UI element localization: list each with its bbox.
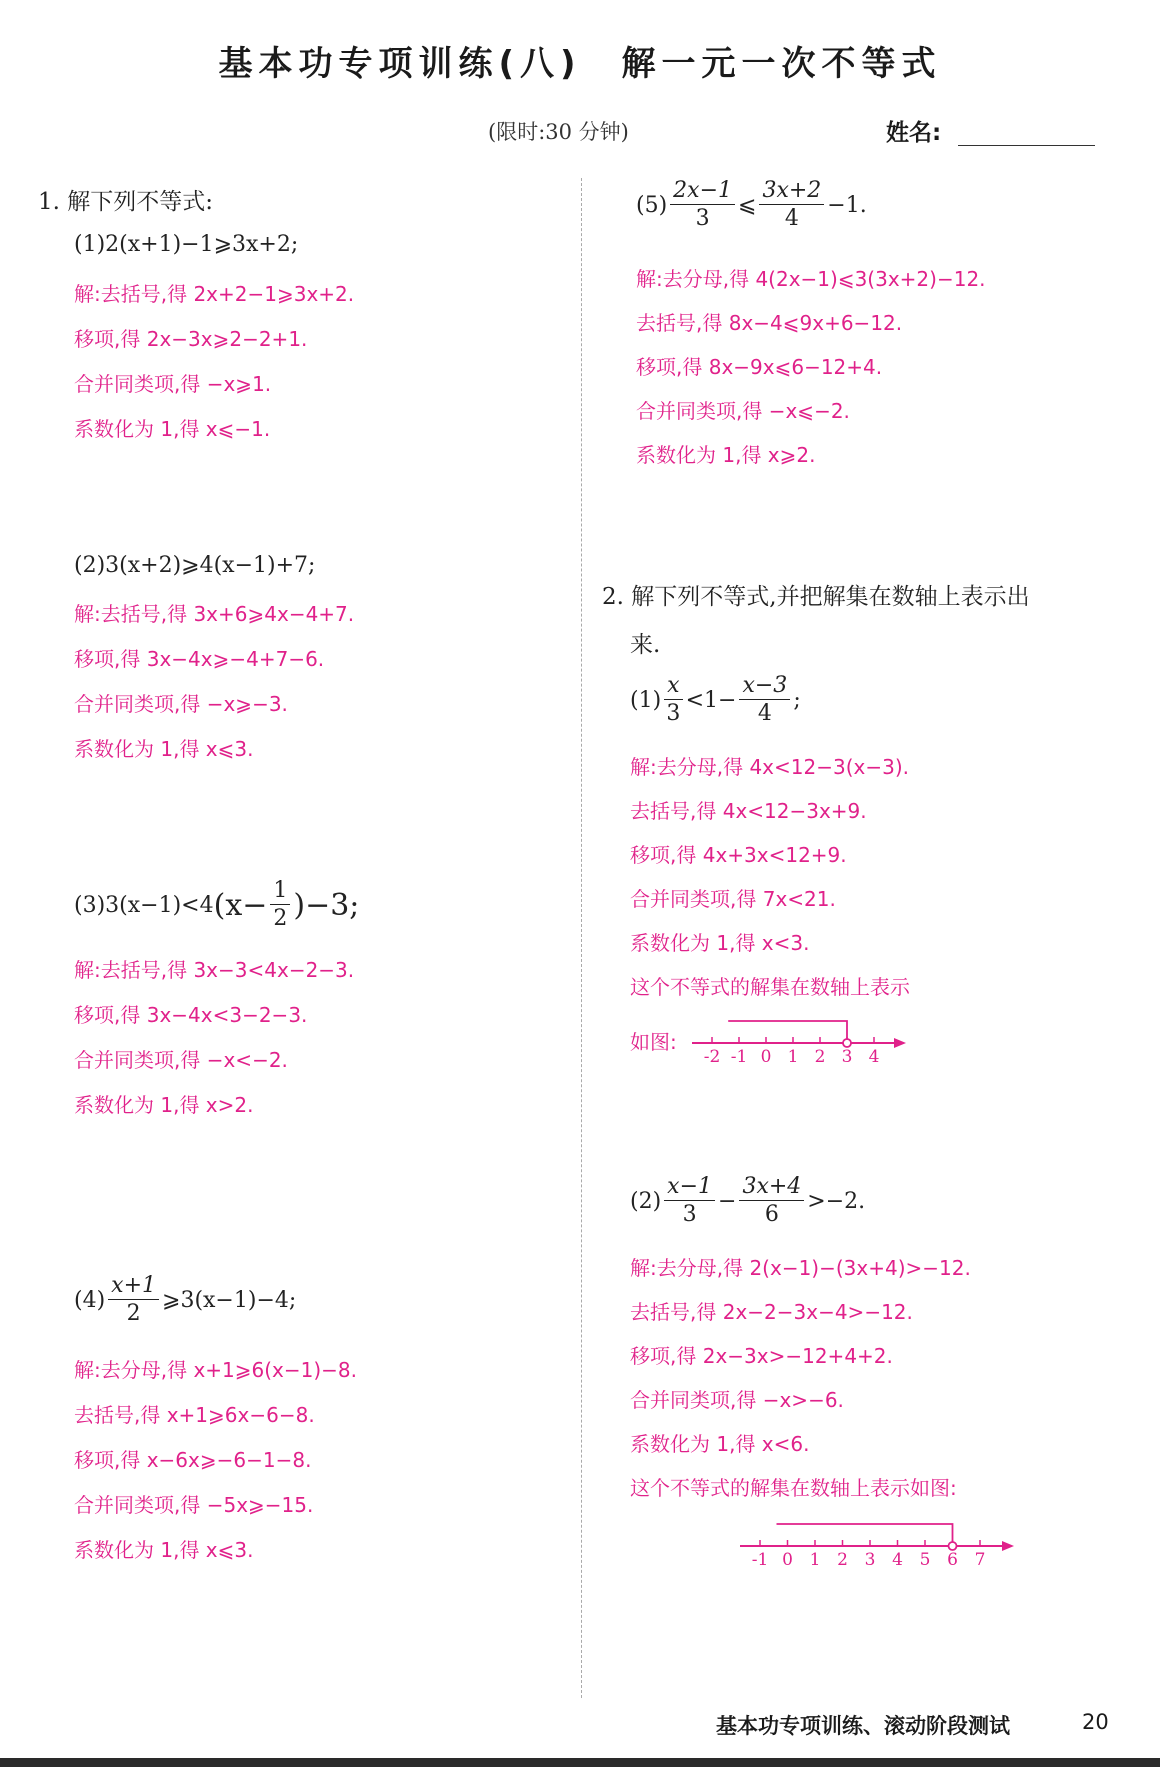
fraction: $\frac{x-3}{4}$: [739, 675, 790, 725]
problem-1-5: (5) $\frac{2x-1}{3}$ ⩽ $\frac{3x+2}{4}$ −1.: [636, 178, 867, 231]
tick-label: 2: [837, 1550, 848, 1570]
axis-arrow-icon: [1002, 1541, 1014, 1551]
step: 解:去括号,得 3x+6⩾4x−4+7.: [74, 602, 355, 626]
tick-label: 0: [760, 1047, 772, 1067]
fraction: $\frac{2x-1}{3}$: [670, 180, 735, 230]
step: 合并同类项,得 7x<21.: [630, 887, 836, 911]
step: 系数化为 1,得 x<6.: [630, 1432, 810, 1456]
page-title: [0, 36, 1160, 85]
tick-label: -1: [751, 1550, 769, 1570]
fraction: $\frac{x+1}{2}$: [108, 1275, 159, 1325]
tick-label: 3: [841, 1047, 853, 1067]
tick-label: 0: [782, 1550, 793, 1570]
step: 系数化为 1,得 x⩽−1.: [74, 417, 271, 441]
step: 系数化为 1,得 x>2.: [74, 1093, 254, 1117]
page-number: 20: [1082, 1710, 1109, 1734]
step: 解:去分母,得 x+1⩾6(x−1)−8.: [74, 1358, 358, 1382]
step: 去括号,得 x+1⩾6x−6−8.: [74, 1403, 315, 1427]
fraction: $\frac{3x+4}{6}$: [739, 1176, 804, 1226]
open-circle-icon: [949, 1542, 957, 1550]
step: 这个不等式的解集在数轴上表示: [630, 975, 910, 999]
step: 合并同类项,得 −5x⩾−15.: [74, 1493, 314, 1517]
step: 合并同类项,得 −x⩾−3.: [74, 692, 288, 716]
time-limit: (限时:30 分钟): [488, 120, 629, 144]
tick-label: 4: [892, 1550, 903, 1570]
tick-label: -2: [703, 1047, 721, 1067]
step: 解:去分母,得 4x<12−3(x−3).: [630, 755, 909, 779]
step: 移项,得 8x−9x⩽6−12+4.: [636, 355, 883, 379]
step: 解:去分母,得 4(2x−1)⩽3(3x+2)−12.: [636, 267, 986, 291]
tick-label: 1: [809, 1550, 821, 1570]
problem-1-3: (3)3(x−1)<4 (x− $\frac{1}{2}$ )−3;: [74, 878, 360, 931]
problem-2-2: (2) $\frac{x-1}{3}$ − $\frac{3x+4}{6}$ >−2.: [630, 1174, 866, 1227]
step: 移项,得 3x−4x<3−2−3.: [74, 1003, 308, 1027]
section2-heading-line2: 来.: [630, 632, 661, 658]
fraction: $\frac{3x+2}{4}$: [759, 180, 824, 230]
step: 去括号,得 4x<12−3x+9.: [630, 799, 867, 823]
tick-label: 6: [947, 1550, 958, 1570]
title-part1: 基本功专项训练(八): [218, 44, 582, 84]
axis-arrow-icon: [894, 1038, 906, 1048]
step: 解:去分母,得 2(x−1)−(3x+4)>−12.: [630, 1256, 971, 1280]
step: 解:去括号,得 2x+2−1⩾3x+2.: [74, 282, 355, 306]
step: 移项,得 2x−3x⩾2−2+1.: [74, 327, 308, 351]
step: 合并同类项,得 −x>−6.: [630, 1388, 844, 1412]
fraction: $\frac{x}{3}$: [664, 675, 682, 725]
step: 系数化为 1,得 x<3.: [630, 931, 810, 955]
step: 移项,得 x−6x⩾−6−1−8.: [74, 1448, 312, 1472]
step: 移项,得 4x+3x<12+9.: [630, 843, 847, 867]
step: 移项,得 3x−4x⩾−4+7−6.: [74, 647, 325, 671]
fraction: $\frac{1}{2}$: [270, 880, 290, 930]
tick-label: 7: [974, 1550, 986, 1570]
solution-ray: [728, 1021, 847, 1043]
step: 移项,得 2x−3x>−12+4+2.: [630, 1344, 893, 1368]
step: 系数化为 1,得 x⩾2.: [636, 443, 816, 467]
footer-text: 基本功专项训练、滚动阶段测试: [716, 1714, 1010, 1738]
tick-label: 5: [919, 1550, 931, 1570]
problem-1-1: (1)2(x+1)−1⩾3x+2;: [74, 232, 299, 257]
number-line-1: [690, 1005, 910, 1067]
problem-2-1: (1) $\frac{x}{3}$ <1− $\frac{x-3}{4}$ ;: [630, 673, 801, 726]
tick-label: -1: [730, 1047, 748, 1067]
tick-label: 1: [787, 1047, 799, 1067]
name-label: 姓名:: [886, 120, 942, 146]
step: 合并同类项,得 −x⩾1.: [74, 372, 272, 396]
tick-label: 4: [868, 1047, 880, 1067]
graph-label: 如图:: [630, 1030, 677, 1054]
tick-label: 2: [814, 1047, 826, 1067]
step: 这个不等式的解集在数轴上表示如图:: [630, 1476, 957, 1500]
step: 解:去括号,得 3x−3<4x−2−3.: [74, 958, 355, 982]
tick-label: 3: [864, 1550, 876, 1570]
step: 合并同类项,得 −x<−2.: [74, 1048, 288, 1072]
problem-1-2: (2)3(x+2)⩾4(x−1)+7;: [74, 553, 316, 578]
number-line-2: [738, 1508, 1018, 1570]
section1-heading: 1. 解下列不等式:: [38, 189, 214, 215]
name-blank-line[interactable]: [958, 145, 1095, 146]
title-part2: 解一元一次不等式: [621, 44, 942, 84]
open-circle-icon: [843, 1039, 851, 1047]
bottom-bar: [0, 1758, 1160, 1767]
step: 系数化为 1,得 x⩽3.: [74, 737, 254, 761]
step: 去括号,得 8x−4⩽9x+6−12.: [636, 311, 903, 335]
section2-heading-line1: 2. 解下列不等式,并把解集在数轴上表示出: [602, 584, 1030, 610]
step: 合并同类项,得 −x⩽−2.: [636, 399, 850, 423]
column-divider: [581, 178, 582, 1698]
step: 去括号,得 2x−2−3x−4>−12.: [630, 1300, 913, 1324]
solution-ray: [777, 1524, 953, 1546]
step: 系数化为 1,得 x⩽3.: [74, 1538, 254, 1562]
fraction: $\frac{x-1}{3}$: [664, 1176, 715, 1226]
problem-1-4: (4) $\frac{x+1}{2}$ ⩾3(x−1)−4;: [74, 1273, 297, 1326]
